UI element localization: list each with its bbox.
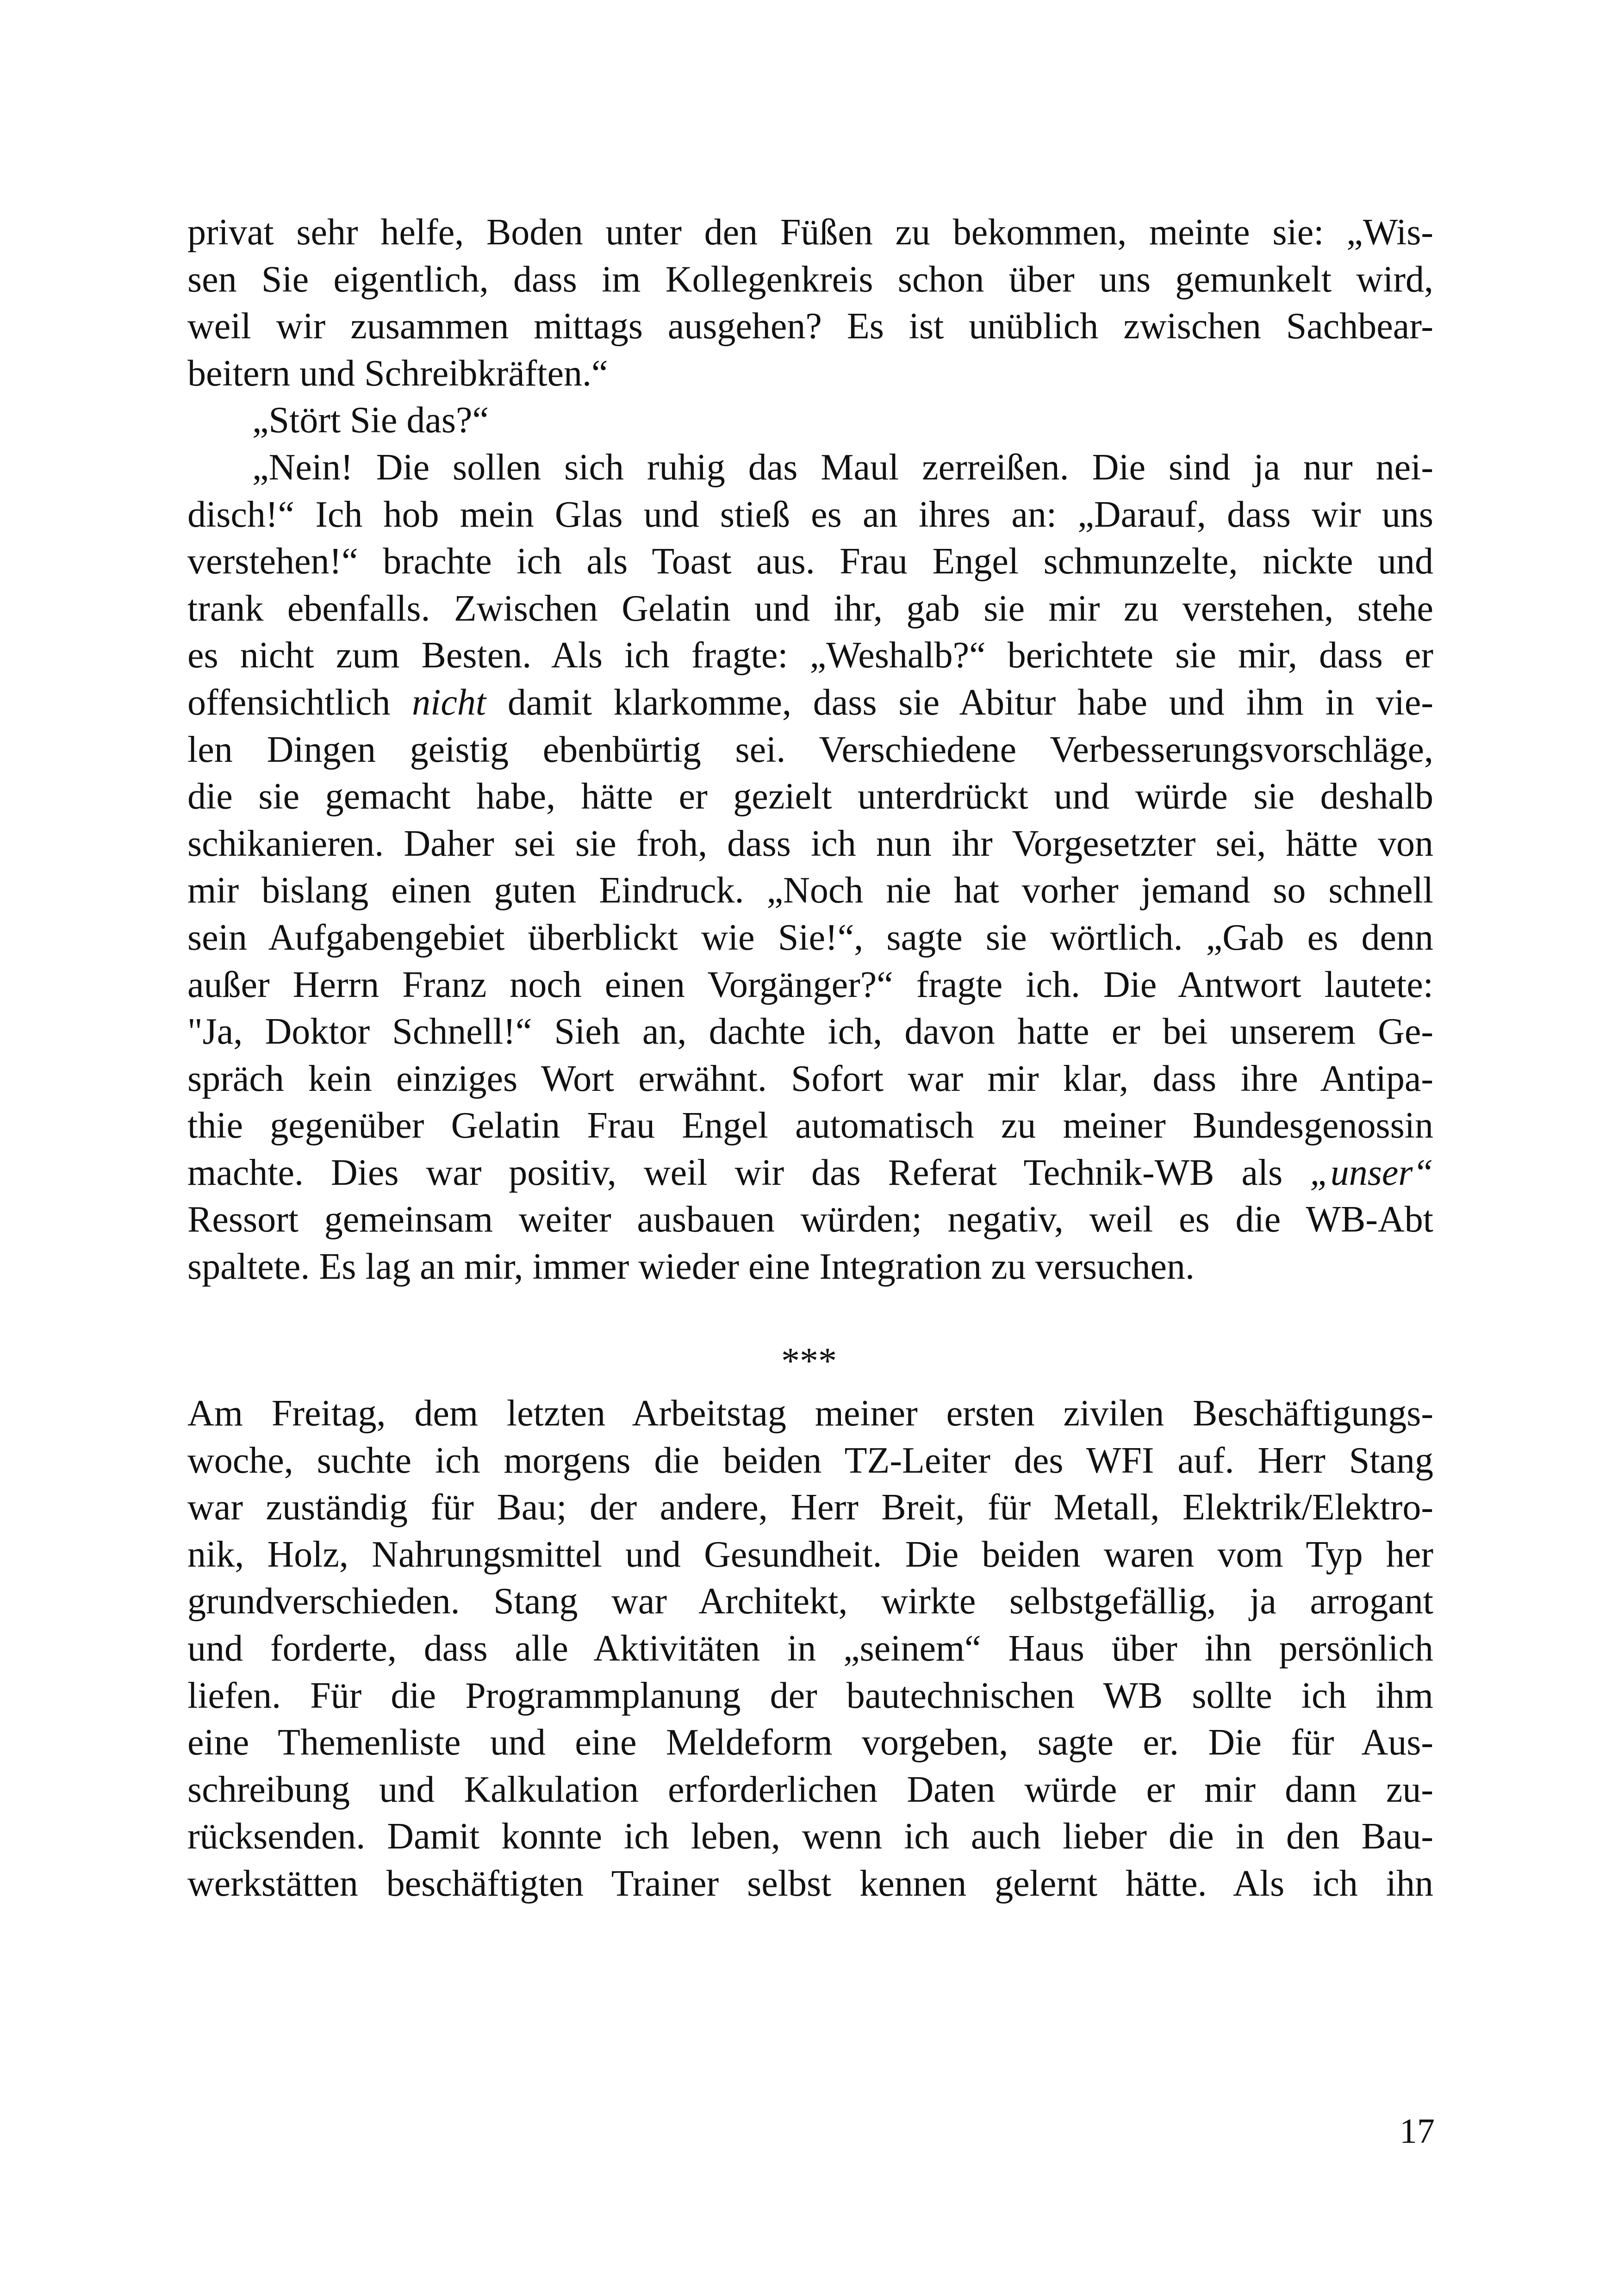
text-line: verstehen!“ brachte ich als Toast aus. Frau Engel schmunzelte, nickte und — [187, 541, 1433, 582]
text-line: "Ja, Doktor Schnell!“ Sieh an, dachte ich, davon hatte er bei unserem Ge- — [187, 1011, 1433, 1052]
text-line: schreibung und Kalkulation erforderlichen Daten würde er mir dann zu- — [187, 1769, 1433, 1810]
text-line-with-emphasis — [187, 679, 1433, 727]
text-line: len Dingen geistig ebenbürtig sei. Verschiedene Verbesserungsvorschläge, — [187, 729, 1433, 770]
text-run: machte. Dies war positiv, weil wir das Referat Technik-WB als — [187, 1152, 1310, 1193]
emphasized-word: nicht — [412, 682, 486, 723]
text-line: sen Sie eigentlich, dass im Kollegenkreis schon über uns gemunkelt wird, — [187, 259, 1433, 300]
text-line: mir bislang einen guten Eindruck. „Noch nie hat vorher jemand so schnell — [187, 870, 1433, 911]
text-line: werkstätten beschäftigten Trainer selbst kennen gelernt hätte. Als ich ihn — [187, 1863, 1433, 1904]
emphasized-word: „unser“ — [1310, 1152, 1433, 1193]
text-line: rücksenden. Damit konnte ich leben, wenn ich auch lieber die in den Bau- — [187, 1816, 1433, 1857]
text-line: war zuständig für Bau; der andere, Herr Breit, für Metall, Elektrik/Elektro- — [187, 1487, 1433, 1528]
text-line: es nicht zum Besten. Als ich fragte: „Weshalb?“ berichtete sie mir, dass er — [187, 635, 1433, 676]
text-line: außer Herrn Franz noch einen Vorgänger?“ fragte ich. Die Antwort lautete: — [187, 964, 1433, 1005]
text-line: grundverschieden. Stang war Architekt, wirkte selbstgefällig, ja arrogant — [187, 1581, 1433, 1622]
text-line: und forderte, dass alle Aktivitäten in „seinem“ Haus über ihn persönlich — [187, 1628, 1433, 1669]
text-line: Am Freitag, dem letzten Arbeitstag meiner ersten zivilen Beschäftigungs- — [187, 1393, 1433, 1434]
text-run: offensichtlich — [187, 682, 412, 723]
text-line: spaltete. Es lag an mir, immer wieder eine Integration zu versuchen. — [187, 1246, 1195, 1288]
text-line: woche, suchte ich morgens die beiden TZ-Leiter des WFI auf. Herr Stang — [187, 1440, 1433, 1481]
text-line: schikanieren. Daher sei sie froh, dass ich nun ihr Vorgesetzter sei, hätte von — [187, 823, 1433, 864]
section-separator — [0, 1338, 1618, 1385]
text-line: sein Aufgabengebiet überblickt wie Sie!“, sagte sie wörtlich. „Gab es denn — [187, 917, 1433, 958]
text-line: nik, Holz, Nahrungsmittel und Gesundheit. Die beiden waren vom Typ her — [187, 1534, 1433, 1575]
text-line: „Nein! Die sollen sich ruhig das Maul zerreißen. Die sind ja nur nei- — [252, 447, 1433, 488]
page-number: 17 — [1400, 2112, 1435, 2151]
text-line: liefen. Für die Programmplanung der bautechnischen WB sollte ich ihm — [187, 1675, 1433, 1716]
text-line: privat sehr helfe, Boden unter den Füßen zu bekommen, meinte sie: „Wis- — [187, 212, 1433, 253]
text-line: „Stört Sie das?“ — [252, 400, 489, 441]
text-line: weil wir zusammen mittags ausgehen? Es ist unüblich zwischen Sachbear- — [187, 306, 1433, 347]
text-line-with-emphasis — [187, 1150, 1433, 1197]
text-line: Ressort gemeinsam weiter ausbauen würden; negativ, weil es die WB-Abt — [187, 1199, 1433, 1240]
text-run: damit klarkomme, dass sie Abitur habe und ihm in vie- — [486, 682, 1433, 723]
text-line: trank ebenfalls. Zwischen Gelatin und ihr, gab sie mir zu verstehen, stehe — [187, 588, 1433, 629]
text-block-upper — [187, 209, 1433, 1291]
text-line: eine Themenliste und eine Meldeform vorgeben, sagte er. Die für Aus- — [187, 1722, 1433, 1763]
text-line: beitern und Schreibkräften.“ — [187, 353, 608, 394]
text-line: spräch kein einziges Wort erwähnt. Sofort war mir klar, dass ihre Antipa- — [187, 1058, 1433, 1099]
text-line: disch!“ Ich hob mein Glas und stieß es an ihres an: „Darauf, dass wir uns — [187, 494, 1433, 535]
separator-asterisks: *** — [781, 1341, 837, 1381]
text-line: die sie gemacht habe, hätte er gezielt unterdrückt und würde sie deshalb — [187, 776, 1433, 817]
text-line: thie gegenüber Gelatin Frau Engel automatisch zu meiner Bundesgenossin — [187, 1105, 1433, 1146]
text-block-lower — [187, 1390, 1433, 1908]
